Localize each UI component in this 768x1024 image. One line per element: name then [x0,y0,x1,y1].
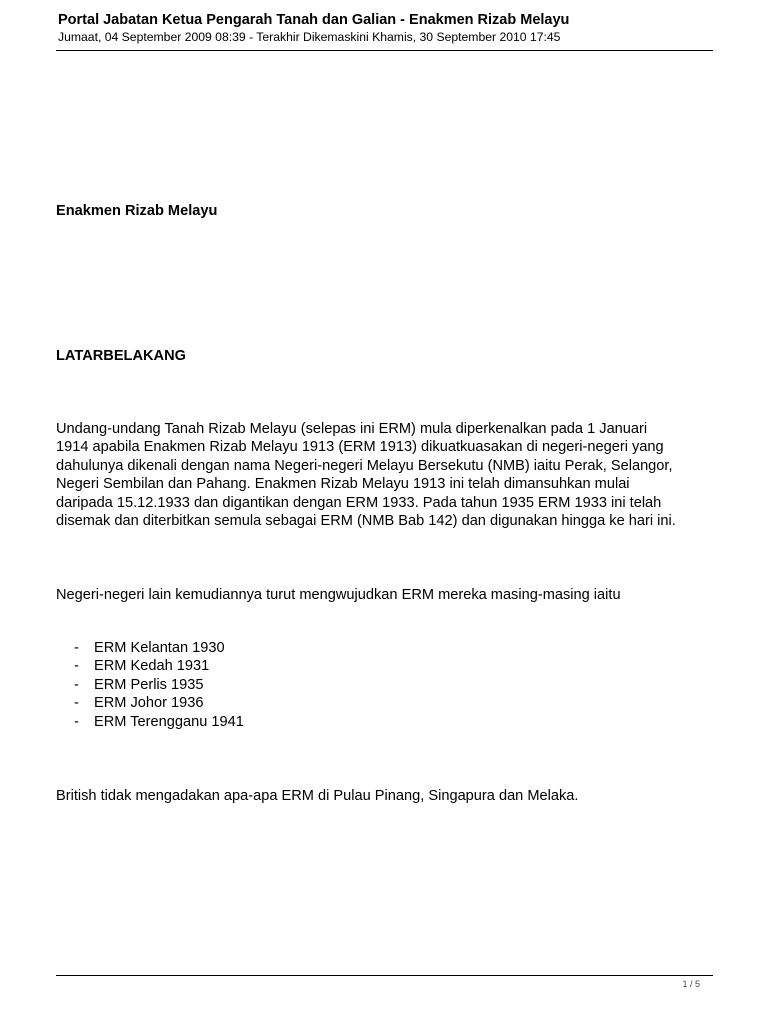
list-item [74,657,244,675]
header-divider [56,50,713,51]
intro-line: Undang-undang Tanah Rizab Melayu (selepas ini ERM) mula diperkenalkan pada 1 Januari [56,421,648,437]
header-title: Portal Jabatan Ketua Pengarah Tanah dan Galian - Enakmen Rizab Melayu [58,12,570,28]
header-meta-dates: Jumaat, 04 September 2009 08:39 - Terakhir Dikemaskini Khamis, 30 September 2010 17:45 [58,30,561,44]
intro-line: 1914 apabila Enakmen Rizab Melayu 1913 (ERM 1913) dikuatkuasakan di negeri-negeri yang [56,439,664,456]
list-item-label: ERM Terengganu 1941 [94,713,244,730]
list-dash: - [74,658,79,675]
states-intro-paragraph: Negeri-negeri lain kemudiannya turut mengwujudkan ERM mereka masing-masing iaitu [56,587,621,603]
page-number: 1 / 5 [682,979,700,989]
document-title: Enakmen Rizab Melayu [56,203,218,219]
list-item-label: ERM Kedah 1931 [94,658,210,675]
intro-line: dahulunya dikenali dengan nama Negeri-negeri Melayu Bersekutu (NMB) iaitu Perak, Selangor, [56,457,673,474]
list-item-label: ERM Johor 1936 [94,695,204,712]
list-item-label: ERM Kelantan 1930 [94,640,225,656]
footer-divider [56,975,713,976]
list-item [74,639,244,657]
list-item [74,676,244,694]
intro-line: disemak dan diterbitkan semula sebagai ERM (NMB Bab 142) dan digunakan hingga ke hari ini. [56,513,676,530]
intro-line: Negeri Sembilan dan Pahang. Enakmen Rizab Melayu 1913 ini telah dimansuhkan mulai [56,476,630,493]
list-dash: - [74,676,79,693]
list-item-label: ERM Perlis 1935 [94,676,204,693]
page-header [58,11,712,45]
list-item [74,713,244,731]
erm-list [74,639,244,731]
british-note-paragraph: British tidak mengadakan apa-apa ERM di Pulau Pinang, Singapura dan Melaka. [56,788,579,804]
list-item [74,694,244,712]
intro-paragraph [56,420,716,530]
list-dash: - [74,713,79,730]
intro-line: daripada 15.12.1933 dan digantikan dengan ERM 1933. Pada tahun 1935 ERM 1933 ini telah [56,494,662,511]
list-dash: - [74,640,79,656]
section-heading: LATARBELAKANG [56,348,186,364]
list-dash: - [74,695,79,712]
